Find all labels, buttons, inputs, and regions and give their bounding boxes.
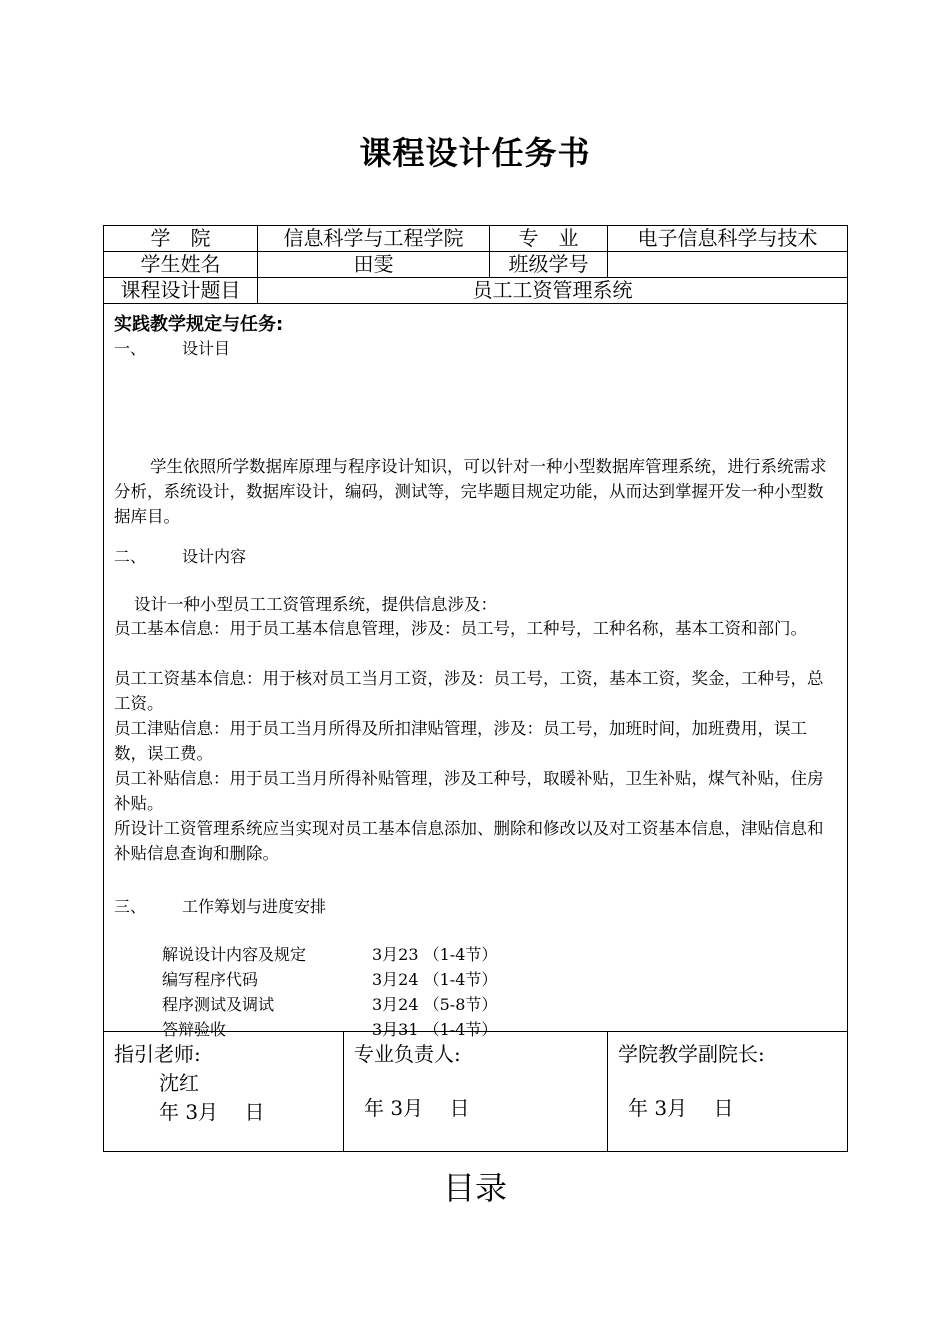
advisor-label: 指引老师: bbox=[114, 1042, 201, 1066]
dean-date: 年 3月 日 bbox=[628, 1096, 734, 1120]
s2-intro: 设计一种小型员工工资管理系统，提供信息涉及： bbox=[134, 595, 497, 614]
schedule-row bbox=[162, 1017, 497, 1040]
college-label: 学 院 bbox=[104, 226, 258, 252]
section-number: 二、 bbox=[114, 547, 147, 566]
schedule-task: 答辩验收 bbox=[162, 1020, 227, 1039]
dean-cell bbox=[608, 1032, 848, 1152]
major-head-label: 专业负责人: bbox=[354, 1042, 461, 1066]
section-number: 三、 bbox=[114, 897, 147, 916]
topic-value: 员工工资管理系统 bbox=[258, 278, 848, 304]
section-heading-2 bbox=[114, 544, 246, 567]
task-table bbox=[103, 225, 848, 1152]
advisor-cell bbox=[104, 1032, 344, 1152]
section-heading-1 bbox=[114, 336, 230, 359]
class-value bbox=[608, 252, 848, 278]
s2-item-1: 员工基本信息：用于员工基本信息管理，涉及：员工号，工种号，工种名称，基本工资和部门。 bbox=[114, 619, 807, 638]
s2-item-2: 员工工资基本信息：用于核对员工当月工资，涉及：员工号，工资，基本工资，奖金，工种号，总工资。 bbox=[114, 669, 824, 713]
section-title: 工作筹划与进度安排 bbox=[182, 897, 327, 916]
section-heading-3 bbox=[114, 894, 326, 917]
s2-item-3: 员工津贴信息：用于员工当月所得及所扣津贴管理，涉及：员工号，加班时间，加班费用，误工数，误工费。 bbox=[114, 719, 807, 763]
schedule-task: 解说设计内容及规定 bbox=[162, 945, 307, 964]
advisor-name: 沈红 bbox=[159, 1071, 199, 1095]
schedule-time: 3月24 （5-8节） bbox=[372, 995, 498, 1014]
row-content bbox=[104, 304, 848, 1032]
college-value: 信息科学与工程学院 bbox=[258, 226, 490, 252]
advisor-date: 年 3月 日 bbox=[159, 1100, 265, 1124]
schedule-time: 3月23 （1-4节） bbox=[372, 945, 498, 964]
section-title: 设计内容 bbox=[182, 547, 247, 566]
schedule-time: 3月24 （1-4节） bbox=[372, 970, 498, 989]
toc-title: 目录 bbox=[442, 1169, 507, 1207]
content-heading: 实践教学规定与任务: bbox=[114, 314, 284, 335]
student-value: 田雯 bbox=[258, 252, 490, 278]
schedule-task: 程序测试及调试 bbox=[162, 995, 275, 1014]
s1-paragraph: 学生依照所学数据库原理与程序设计知识，可以针对一种小型数据库管理系统，进行系统需求分析，系统设计，数据库设计，编码，测试等，完毕题目规定功能，从而达到掌握开发一种小型数据库目。 bbox=[114, 457, 827, 526]
s2-item-4: 员工补贴信息：用于员工当月所得补贴管理，涉及工种号，取暖补贴，卫生补贴，煤气补贴，住房补贴。 bbox=[114, 769, 824, 813]
s2-item-5: 所设计工资管理系统应当实现对员工基本信息添加、删除和修改以及对工资基本信息，津贴信息和补贴信息查询和删除。 bbox=[114, 819, 824, 863]
row-topic bbox=[104, 278, 848, 304]
major-head-cell bbox=[344, 1032, 608, 1152]
class-label: 班级学号 bbox=[490, 252, 608, 278]
schedule-row bbox=[162, 992, 497, 1015]
major-head-date: 年 3月 日 bbox=[364, 1096, 470, 1120]
topic-label: 课程设计题目 bbox=[104, 278, 258, 304]
row-college bbox=[104, 226, 848, 252]
schedule-time: 3月31 （1-4节） bbox=[372, 1020, 498, 1039]
row-signatures bbox=[104, 1032, 848, 1152]
schedule-task: 编写程序代码 bbox=[162, 970, 259, 989]
content-cell bbox=[104, 304, 848, 1039]
section-title: 设计目 bbox=[182, 339, 231, 358]
row-student bbox=[104, 252, 848, 278]
page-title: 课程设计任务书 bbox=[359, 134, 591, 172]
schedule-row bbox=[162, 942, 497, 965]
major-value: 电子信息科学与技术 bbox=[608, 226, 848, 252]
dean-label: 学院教学副院长: bbox=[618, 1042, 765, 1066]
major-label: 专 业 bbox=[490, 226, 608, 252]
schedule-row bbox=[162, 967, 497, 990]
student-label: 学生姓名 bbox=[104, 252, 258, 278]
section-number: 一、 bbox=[114, 339, 147, 358]
